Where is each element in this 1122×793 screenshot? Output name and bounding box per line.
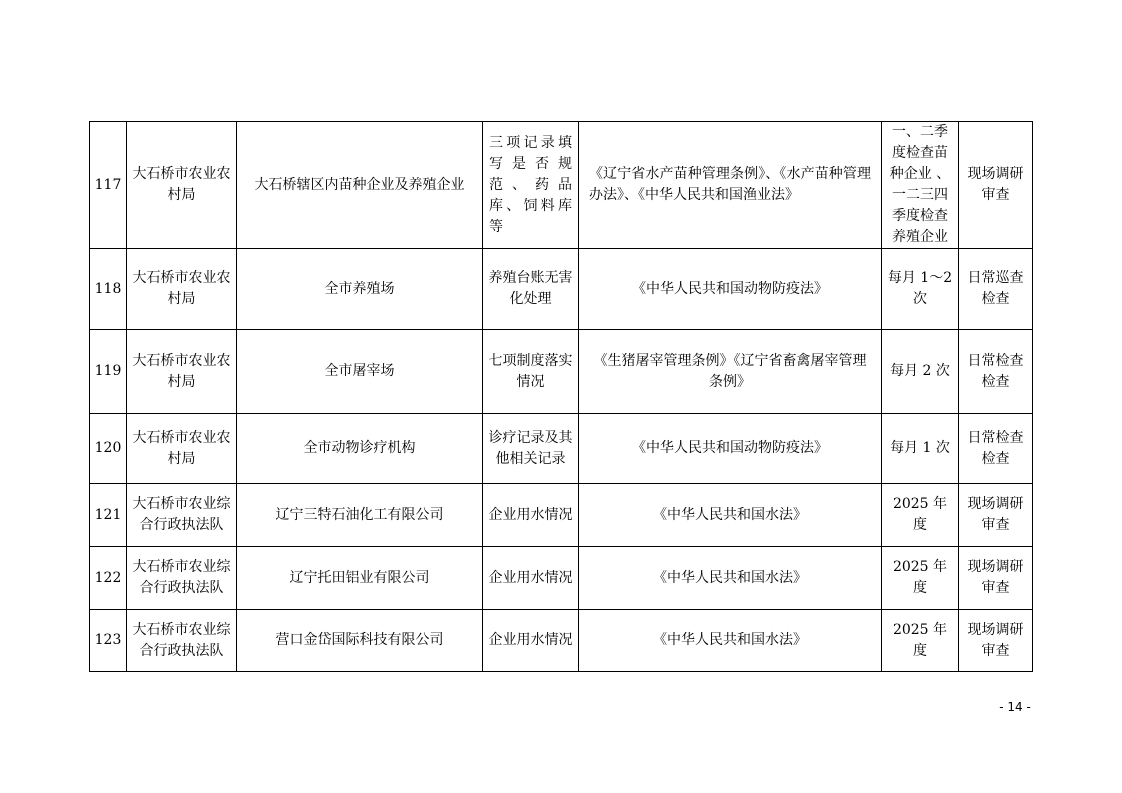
row-number: 122 bbox=[90, 547, 127, 610]
method-cell: 现场调研审查 bbox=[959, 484, 1033, 547]
frequency-cell: 2025 年度 bbox=[882, 547, 959, 610]
page-number: - 14 - bbox=[999, 700, 1031, 714]
row-number: 120 bbox=[90, 414, 127, 484]
content-cell: 企业用水情况 bbox=[483, 484, 579, 547]
table-row bbox=[90, 414, 1033, 484]
target-cell: 全市屠宰场 bbox=[237, 330, 483, 414]
agency-cell: 大石桥市农业综合行政执法队 bbox=[127, 484, 237, 547]
method-cell: 日常检查检查 bbox=[959, 330, 1033, 414]
method-cell: 日常巡查检查 bbox=[959, 249, 1033, 330]
method-cell: 现场调研审查 bbox=[959, 122, 1033, 249]
method-cell: 日常检查检查 bbox=[959, 414, 1033, 484]
table-row bbox=[90, 484, 1033, 547]
agency-cell: 大石桥市农业综合行政执法队 bbox=[127, 547, 237, 610]
agency-cell: 大石桥市农业综合行政执法队 bbox=[127, 610, 237, 672]
table-row bbox=[90, 547, 1033, 610]
row-number: 123 bbox=[90, 610, 127, 672]
content-cell: 七项制度落实情况 bbox=[483, 330, 579, 414]
frequency-cell: 2025 年度 bbox=[882, 610, 959, 672]
frequency-cell: 每月 1～2 次 bbox=[882, 249, 959, 330]
frequency-cell: 每月 2 次 bbox=[882, 330, 959, 414]
basis-cell: 《中华人民共和国动物防疫法》 bbox=[579, 249, 882, 330]
frequency-cell: 2025 年度 bbox=[882, 484, 959, 547]
table-row bbox=[90, 249, 1033, 330]
agency-cell: 大石桥市农业农村局 bbox=[127, 122, 237, 249]
target-cell: 全市动物诊疗机构 bbox=[237, 414, 483, 484]
content-cell: 企业用水情况 bbox=[483, 547, 579, 610]
basis-cell: 《中华人民共和国水法》 bbox=[579, 547, 882, 610]
agency-cell: 大石桥市农业农村局 bbox=[127, 414, 237, 484]
content-cell: 三项记录填写是否规范、药品库、饲料库等 bbox=[483, 122, 579, 249]
row-number: 121 bbox=[90, 484, 127, 547]
basis-cell: 《中华人民共和国水法》 bbox=[579, 610, 882, 672]
row-number: 119 bbox=[90, 330, 127, 414]
basis-cell: 《中华人民共和国水法》 bbox=[579, 484, 882, 547]
target-cell: 大石桥辖区内苗种企业及养殖企业 bbox=[237, 122, 483, 249]
agency-cell: 大石桥市农业农村局 bbox=[127, 249, 237, 330]
table-row bbox=[90, 122, 1033, 249]
frequency-cell: 一、二季度检查苗种企业 、一二三四季度检查养殖企业 bbox=[882, 122, 959, 249]
agency-cell: 大石桥市农业农村局 bbox=[127, 330, 237, 414]
content-cell: 养殖台账无害化处理 bbox=[483, 249, 579, 330]
row-number: 118 bbox=[90, 249, 127, 330]
inspection-table bbox=[89, 121, 1033, 672]
table-row bbox=[90, 610, 1033, 672]
content-cell: 诊疗记录及其他相关记录 bbox=[483, 414, 579, 484]
frequency-cell: 每月 1 次 bbox=[882, 414, 959, 484]
target-cell: 营口金岱国际科技有限公司 bbox=[237, 610, 483, 672]
table-row bbox=[90, 330, 1033, 414]
row-number: 117 bbox=[90, 122, 127, 249]
method-cell: 现场调研审查 bbox=[959, 547, 1033, 610]
target-cell: 全市养殖场 bbox=[237, 249, 483, 330]
basis-cell: 《中华人民共和国动物防疫法》 bbox=[579, 414, 882, 484]
target-cell: 辽宁三特石油化工有限公司 bbox=[237, 484, 483, 547]
basis-cell: 《辽宁省水产苗种管理条例》、《水产苗种管理办法》、《中华人民共和国渔业法》 bbox=[579, 122, 882, 249]
method-cell: 现场调研审查 bbox=[959, 610, 1033, 672]
basis-cell: 《生猪屠宰管理条例》《辽宁省畜禽屠宰管理条例》 bbox=[579, 330, 882, 414]
content-cell: 企业用水情况 bbox=[483, 610, 579, 672]
target-cell: 辽宁托田铝业有限公司 bbox=[237, 547, 483, 610]
